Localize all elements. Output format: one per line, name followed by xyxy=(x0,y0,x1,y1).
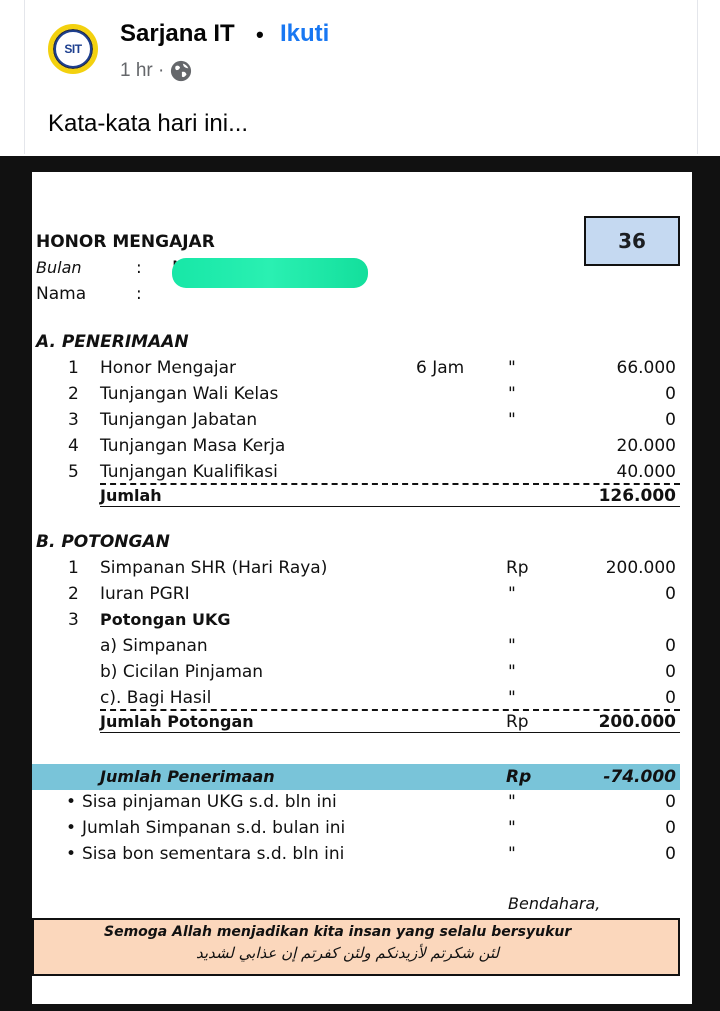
penerimaan-no: 2 xyxy=(68,384,79,404)
penerimaan-no: 1 xyxy=(68,358,79,378)
post-time[interactable]: 1 hr · xyxy=(120,60,165,81)
ukg-sub-label: c). Bagi Hasil xyxy=(100,688,212,708)
globe-icon xyxy=(170,60,192,82)
penerimaan-label: Honor Mengajar xyxy=(100,358,236,378)
ukg-sub-unit: " xyxy=(508,636,516,656)
total-underline xyxy=(100,506,680,507)
penerimaan-extra: 6 Jam xyxy=(416,358,465,378)
avatar[interactable] xyxy=(48,24,98,74)
jumlah-potongan-label: Jumlah Potongan xyxy=(100,712,254,731)
jumlah-penerimaan-label: Jumlah Penerimaan xyxy=(100,767,275,786)
note-label: Sisa pinjaman UKG s.d. bln ini xyxy=(82,792,337,812)
post-meta xyxy=(120,60,192,82)
ukg-sub-label: b) Cicilan Pinjaman xyxy=(100,662,264,682)
potongan-divider xyxy=(100,709,680,711)
potongan-underline xyxy=(100,732,680,733)
ukg-sub-unit: " xyxy=(508,662,516,682)
post-text: Kata-kata hari ini... xyxy=(48,110,249,137)
note-amount: 0 xyxy=(665,792,676,812)
subtotal-divider xyxy=(100,483,680,485)
penerimaan-amount: 0 xyxy=(665,410,676,430)
avatar-logo: SIT xyxy=(54,30,92,68)
post-image[interactable] xyxy=(0,156,720,1011)
section-a-title: A. PENERIMAAN xyxy=(36,332,189,352)
penerimaan-unit: " xyxy=(508,410,516,430)
potongan-label: Simpanan SHR (Hari Raya) xyxy=(100,558,328,578)
signature-label: Bendahara, xyxy=(508,894,601,913)
slip-number-box: 36 xyxy=(584,216,680,266)
penerimaan-label: Tunjangan Kualifikasi xyxy=(100,462,278,482)
note-unit: " xyxy=(508,792,516,812)
note-bullet: • xyxy=(66,818,77,838)
follow-button[interactable]: Ikuti xyxy=(280,20,330,47)
jumlah-label: Jumlah xyxy=(100,486,162,505)
jumlah-potongan-unit: Rp xyxy=(506,712,529,732)
jumlah-potongan-amount: 200.000 xyxy=(598,712,676,732)
ukg-sub-unit: " xyxy=(508,688,516,708)
penerimaan-label: Tunjangan Jabatan xyxy=(100,410,258,430)
bulan-colon: : xyxy=(136,258,142,278)
potongan-no: 2 xyxy=(68,584,79,604)
ukg-sub-label: a) Simpanan xyxy=(100,636,208,656)
ukg-sub-amount: 0 xyxy=(665,662,676,682)
note-bullet: • xyxy=(66,844,77,864)
penerimaan-no: 4 xyxy=(68,436,79,456)
name-redaction xyxy=(172,258,368,288)
section-b-title: B. POTONGAN xyxy=(36,532,170,552)
penerimaan-no: 5 xyxy=(68,462,79,482)
penerimaan-amount: 66.000 xyxy=(616,358,676,378)
potongan-label: Potongan UKG xyxy=(100,610,231,629)
ukg-sub-amount: 0 xyxy=(665,688,676,708)
potongan-unit: " xyxy=(508,584,516,604)
jumlah-amount: 126.000 xyxy=(598,486,676,506)
footer-arabic: لئن شكرتم لأزيدنكم ولئن كفرتم إن عذابي لشديد xyxy=(196,944,500,962)
penerimaan-amount: 20.000 xyxy=(616,436,676,456)
note-unit: " xyxy=(508,818,516,838)
penerimaan-no: 3 xyxy=(68,410,79,430)
nama-colon: : xyxy=(136,284,142,304)
nama-label: Nama xyxy=(36,284,87,304)
note-label: Jumlah Simpanan s.d. bulan ini xyxy=(82,818,346,838)
potongan-no: 1 xyxy=(68,558,79,578)
potongan-amount: 200.000 xyxy=(605,558,676,578)
payslip-document xyxy=(30,170,694,1006)
jumlah-penerimaan-amount: -74.000 xyxy=(603,767,676,787)
potongan-label: Iuran PGRI xyxy=(100,584,190,604)
note-bullet: • xyxy=(66,792,77,812)
potongan-amount: 0 xyxy=(665,584,676,604)
note-unit: " xyxy=(508,844,516,864)
author-name[interactable]: Sarjana IT xyxy=(120,20,235,47)
doc-title: HONOR MENGAJAR xyxy=(36,232,215,252)
potongan-no: 3 xyxy=(68,610,79,630)
note-amount: 0 xyxy=(665,818,676,838)
jumlah-penerimaan-unit: Rp xyxy=(506,767,532,787)
penerimaan-label: Tunjangan Wali Kelas xyxy=(100,384,279,404)
ukg-sub-amount: 0 xyxy=(665,636,676,656)
note-label: Sisa bon sementara s.d. bln ini xyxy=(82,844,345,864)
potongan-unit: Rp xyxy=(506,558,529,578)
separator-dot: • xyxy=(256,22,264,47)
penerimaan-amount: 40.000 xyxy=(616,462,676,482)
note-amount: 0 xyxy=(665,844,676,864)
penerimaan-label: Tunjangan Masa Kerja xyxy=(100,436,286,456)
footer-text: Semoga Allah menjadikan kita insan yang selalu bersyukur xyxy=(104,924,572,940)
penerimaan-unit: " xyxy=(508,358,516,378)
penerimaan-amount: 0 xyxy=(665,384,676,404)
bulan-label: Bulan xyxy=(36,258,82,277)
penerimaan-unit: " xyxy=(508,384,516,404)
